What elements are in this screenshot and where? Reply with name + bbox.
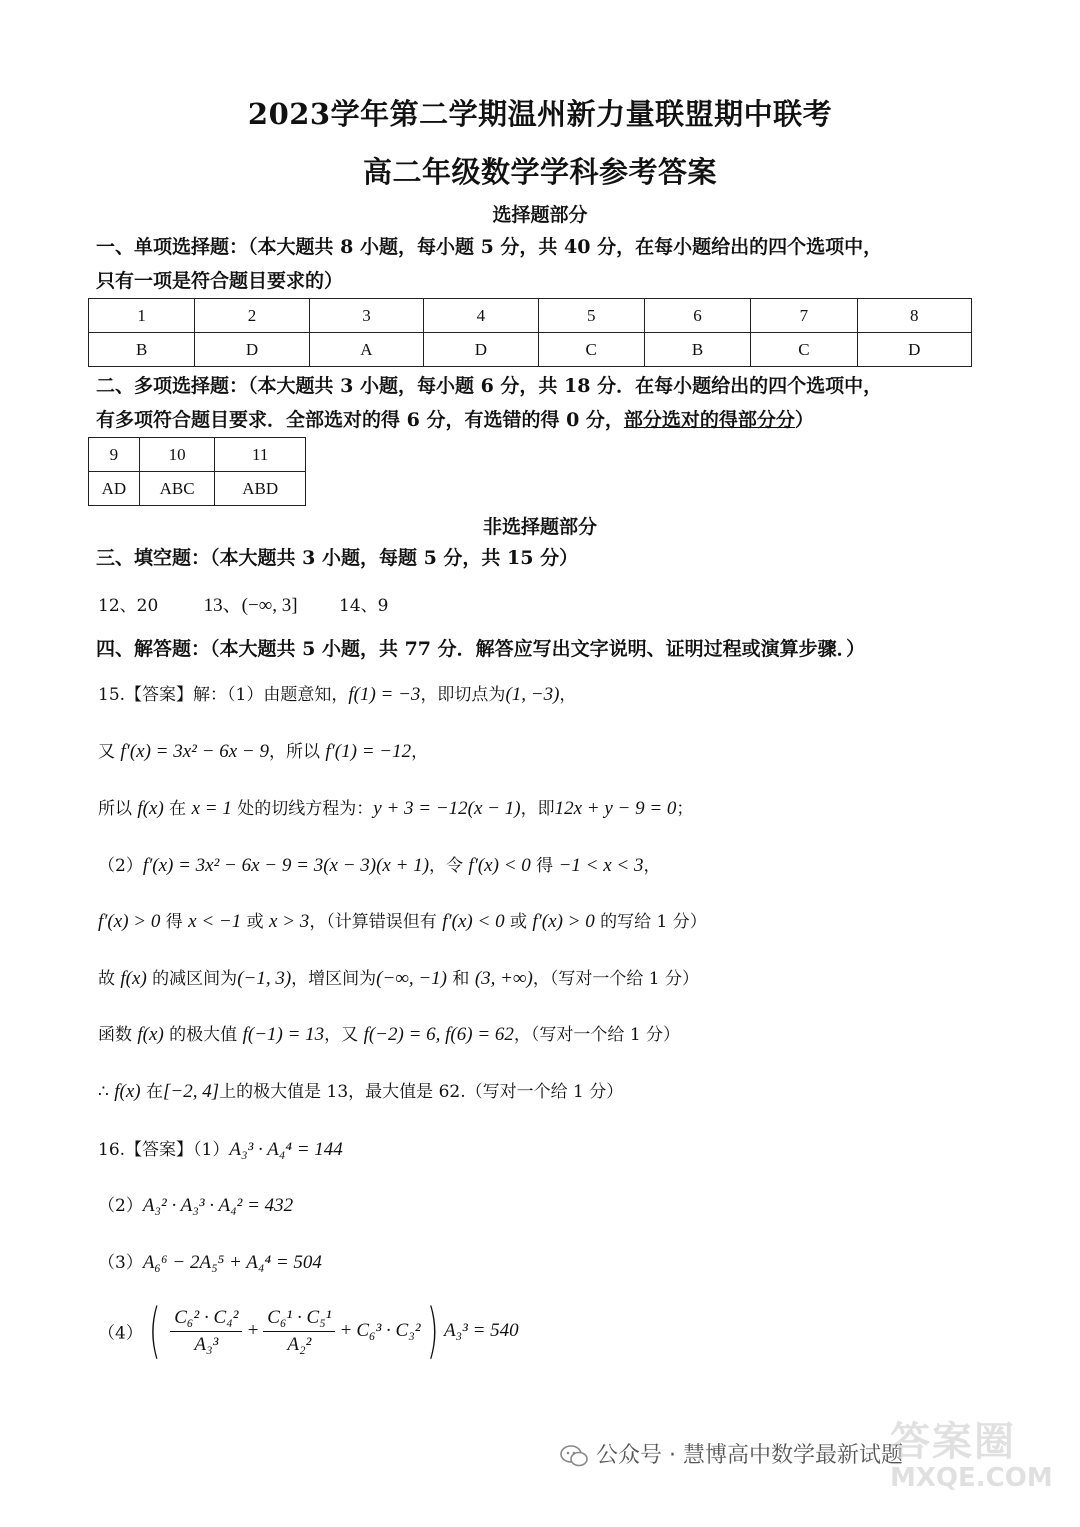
table-cell: 1 xyxy=(89,299,195,333)
right-paren: ) xyxy=(426,1296,439,1366)
math: f(x) xyxy=(137,798,164,819)
fill-answer-13: 13、(−∞, 3] xyxy=(203,595,298,616)
part2-heading-close: ） xyxy=(794,409,814,431)
table-cell: 3 xyxy=(309,299,423,333)
text: （4） xyxy=(98,1323,143,1344)
text: 或 xyxy=(504,912,533,932)
text: 故 xyxy=(98,969,121,989)
text: 的极大值 xyxy=(163,1025,243,1045)
text: ，所以 xyxy=(268,742,326,762)
math: f(x) xyxy=(137,1024,164,1045)
fraction-denominator: A₂² xyxy=(287,1333,312,1355)
table-cell: D xyxy=(195,333,309,367)
math: (−∞, −1) xyxy=(376,968,448,989)
table-cell: 5 xyxy=(538,299,644,333)
single-choice-answer-table xyxy=(88,298,972,367)
part2-heading-text: 有多项符合题目要求．全部选对的得 6 分，有选错的得 0 分， xyxy=(96,409,624,431)
text: ，即切点为 xyxy=(420,685,506,705)
math: C₆³ · C₃² xyxy=(356,1320,421,1341)
watermark-logo xyxy=(890,1410,1053,1520)
math: f(−1) = 13 xyxy=(242,1024,325,1045)
q15-line2 xyxy=(98,737,428,763)
table-cell: 2 xyxy=(195,299,309,333)
fill-answers xyxy=(98,590,388,617)
math: f(x) xyxy=(120,968,147,989)
table-cell: D xyxy=(857,333,971,367)
fill-answer-14: 14、9 xyxy=(339,596,389,616)
math: y + 3 = −12(x − 1) xyxy=(373,798,521,819)
table-row-numbers xyxy=(89,299,972,333)
text: 得 xyxy=(530,856,559,876)
table-cell: 10 xyxy=(139,438,215,472)
math: [−2, 4] xyxy=(163,1081,220,1102)
math: −1 < x < 3 xyxy=(558,855,644,876)
text: ，（写对一个给 1 分） xyxy=(513,1025,681,1045)
footer-text: 公众号 · 慧博高中数学最新试题 xyxy=(596,1443,903,1468)
part2-heading-line1: 二、多项选择题：（本大题共 3 小题，每小题 6 分，共 18 分．在每小题给出的四个选项中， xyxy=(96,375,883,397)
table-cell: A xyxy=(309,333,423,367)
table-row-answers xyxy=(89,333,972,367)
watermark-logo-title: 答案圈 xyxy=(890,1419,1016,1465)
table-row-numbers xyxy=(89,438,306,472)
q15-line7 xyxy=(98,1020,680,1046)
text: 函数 xyxy=(98,1025,138,1045)
page-subtitle: 高二年级数学学科参考答案 xyxy=(362,155,717,189)
section-choice: 选择题部分 xyxy=(492,204,588,226)
math: f′(x) < 0 xyxy=(442,911,505,932)
page-title: 2023学年第二学期温州新力量联盟期中联考 xyxy=(247,97,833,131)
plus: + xyxy=(339,1320,353,1341)
part2-heading-line2 xyxy=(96,402,986,438)
text: （2） xyxy=(98,1196,143,1216)
math: f′(x) = 3x² − 6x − 9 = 3(x − 3)(x + 1) xyxy=(142,855,430,876)
plus: + xyxy=(246,1320,260,1341)
fraction-numerator: C₆¹ · C₅¹ xyxy=(263,1307,335,1332)
table-cell: B xyxy=(644,333,750,367)
text: 处的切线方程为： xyxy=(231,799,374,819)
part3-heading: 三、填空题：（本大题共 3 小题，每题 5 分，共 15 分） xyxy=(96,547,579,569)
text: ，又 xyxy=(324,1025,364,1045)
fraction-denominator: A₃³ xyxy=(194,1333,219,1355)
math: f′(x) > 0 xyxy=(532,911,595,932)
table-cell: 4 xyxy=(424,299,538,333)
fraction-1 xyxy=(170,1307,242,1356)
text: 或 xyxy=(241,912,270,932)
text: 在 xyxy=(140,1082,164,1102)
text: （3） xyxy=(98,1253,143,1273)
part1-heading-line1: 一、单项选择题：（本大题共 8 小题，每小题 5 分，共 40 分，在每小题给出的四个选项中， xyxy=(96,236,883,258)
fraction-numerator: C₆² · C₄² xyxy=(170,1307,242,1332)
table-cell: 11 xyxy=(215,438,306,472)
table-cell: C xyxy=(538,333,644,367)
text: ，即 xyxy=(520,799,555,819)
math: (−1, 3) xyxy=(237,968,292,989)
text: 又 xyxy=(98,742,121,762)
math: f′(x) < 0 xyxy=(468,855,531,876)
math: (3, +∞) xyxy=(474,968,533,989)
q16-line3 xyxy=(98,1248,322,1274)
text: ，（计算错误但有 xyxy=(309,912,443,932)
math: (1, −3) xyxy=(505,684,560,705)
text: ， xyxy=(411,742,429,762)
part4-heading: 四、解答题：（本大题共 5 小题，共 77 分．解答应写出文字说明、证明过程或演算步骤．） xyxy=(96,638,866,660)
table-cell: D xyxy=(424,333,538,367)
text: ； xyxy=(676,799,694,819)
table-cell: 6 xyxy=(644,299,750,333)
watermark-logo-sub: MXQE.COM xyxy=(890,1463,1053,1493)
text: 的写给 1 分） xyxy=(594,912,707,932)
multi-choice-answer-table xyxy=(88,437,306,506)
text: 得 xyxy=(160,912,189,932)
fill-answer-12: 12、20 xyxy=(98,596,159,616)
q16-line2 xyxy=(98,1191,293,1217)
math: A₆⁶ − 2A₅⁵ + A₄⁴ = 504 xyxy=(142,1252,322,1273)
text: 15.【答案】解：（1）由题意知， xyxy=(98,685,349,705)
fraction-2 xyxy=(263,1307,335,1356)
table-cell: 8 xyxy=(857,299,971,333)
text: ，（写对一个给 1 分） xyxy=(532,969,699,989)
table-cell: 7 xyxy=(751,299,857,333)
math: f′(1) = −12 xyxy=(325,741,412,762)
math: A₃³ = 540 xyxy=(443,1320,519,1341)
q15-line4 xyxy=(98,851,660,877)
math: 12x + y − 9 = 0 xyxy=(554,798,677,819)
text: ，令 xyxy=(429,856,469,876)
text: ，增区间为 xyxy=(291,969,377,989)
math: f(x) xyxy=(114,1081,141,1102)
text: 的减区间为 xyxy=(146,969,238,989)
q15-line8 xyxy=(98,1077,623,1103)
section-nonchoice: 非选择题部分 xyxy=(482,516,597,538)
table-cell: 9 xyxy=(89,438,140,472)
table-cell: ABC xyxy=(139,472,215,506)
text: 16.【答案】（1） xyxy=(98,1140,230,1160)
q15-line1 xyxy=(98,680,576,706)
text: 在 xyxy=(163,799,192,819)
table-cell: B xyxy=(89,333,195,367)
q15-line6 xyxy=(98,964,699,990)
math: f(−2) = 6, f(6) = 62 xyxy=(363,1024,514,1045)
text: ∴ xyxy=(98,1082,115,1102)
math: x = 1 xyxy=(191,798,232,819)
table-cell: ABD xyxy=(215,472,306,506)
math: f′(x) > 0 xyxy=(98,911,161,932)
left-paren: ( xyxy=(148,1296,161,1366)
math: A₃² · A₃³ · A₄² = 432 xyxy=(142,1195,294,1216)
q16-line1 xyxy=(98,1135,343,1161)
table-cell: C xyxy=(751,333,857,367)
part2-heading-underlined: 部分选对的得部分分 xyxy=(623,409,795,431)
text: ， xyxy=(559,685,577,705)
q16-line4 xyxy=(98,1296,519,1366)
wechat-icon xyxy=(560,1445,588,1467)
text: 上的极大值是 13，最大值是 62.（写对一个给 1 分） xyxy=(219,1082,624,1102)
math: f′(x) = 3x² − 6x − 9 xyxy=(120,741,269,762)
math: x < −1 xyxy=(188,911,242,932)
part1-heading-line2: 只有一项是符合题目要求的） xyxy=(96,270,344,292)
table-cell: AD xyxy=(89,472,140,506)
math: f(1) = −3 xyxy=(348,684,421,705)
q15-line3 xyxy=(98,794,693,820)
text: ， xyxy=(643,856,661,876)
wechat-footer xyxy=(560,1438,903,1469)
table-row-answers xyxy=(89,472,306,506)
text: （2） xyxy=(98,856,143,876)
text: 和 xyxy=(447,969,475,989)
math: A₃³ · A₄⁴ = 144 xyxy=(229,1139,343,1160)
text: 所以 xyxy=(98,799,138,819)
math: x > 3 xyxy=(269,911,310,932)
q15-line5 xyxy=(98,907,707,933)
